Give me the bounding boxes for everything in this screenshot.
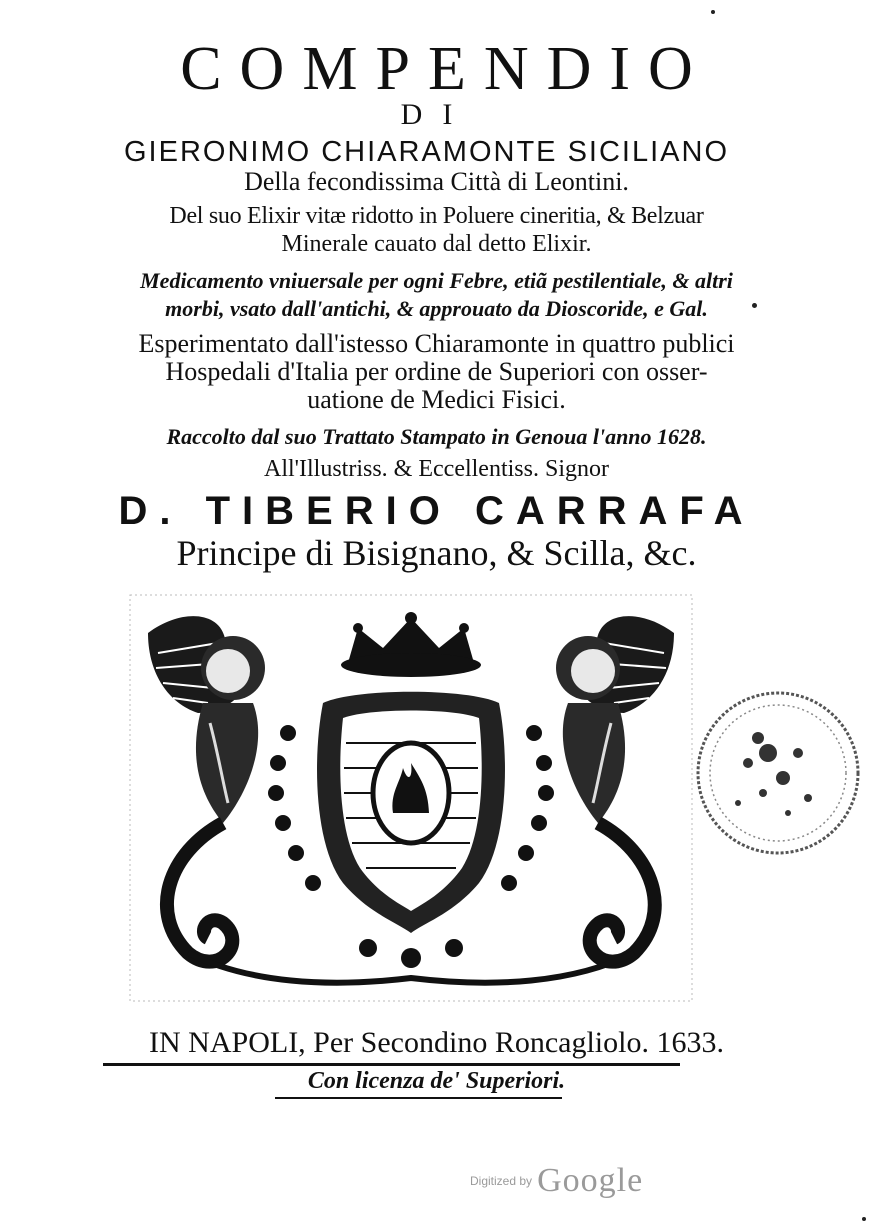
license-rule — [275, 1097, 562, 1099]
author-name: GIERONIMO CHIARAMONTE SICILIANO — [124, 136, 729, 168]
collected-line: Raccolto dal suo Trattato Stampato in Genoua l'anno 1628. — [166, 424, 707, 449]
experiment-line-2: Hospedali d'Italia per ordine de Superiori con osser- — [165, 357, 708, 386]
dedicatee-name: D. TIBERIO CARRAFA — [118, 489, 755, 533]
google-watermark — [470, 1162, 643, 1202]
digitized-by-label: Digitized by — [470, 1174, 533, 1188]
license: Con licenza de' Superiori. — [307, 1068, 566, 1094]
dedication-to: All'Illustriss. & Eccellentiss. Signor — [264, 456, 609, 482]
ink-speck — [862, 1217, 866, 1221]
medicine-line-2: morbi, vsato dall'antichi, & approuato da Dioscoride, e Gal. — [165, 296, 708, 321]
medicine-line-1: Medicamento vniuersale per ogni Febre, etiã pestilentiale, & altri — [140, 268, 733, 293]
imprint: IN NAPOLI, Per Secondino Roncagliolo. 1633. — [149, 1026, 724, 1059]
coat-of-arms-engraving — [128, 593, 694, 1003]
experiment-line-1: Esperimentato dall'istesso Chiaramonte in quattro publici — [138, 329, 735, 358]
dedicatee-title: Principe di Bisignano, & Scilla, &c. — [176, 533, 697, 573]
google-logo: Google — [537, 1162, 644, 1199]
book-title: COMPENDIO — [180, 35, 711, 103]
title-di: DI — [400, 98, 473, 131]
ink-speck — [711, 10, 715, 14]
author-origin: Della fecondissima Città di Leontini. — [244, 167, 629, 196]
experiment-line-3: uatione de Medici Fisici. — [307, 385, 566, 414]
subject-line-1: Del suo Elixir vitæ ridotto in Poluere cineritia, & Belzuar — [169, 203, 704, 229]
ink-speck — [752, 303, 757, 308]
subject-line-2: Minerale cauato dal detto Elixir. — [281, 231, 592, 257]
library-stamp — [688, 683, 868, 863]
